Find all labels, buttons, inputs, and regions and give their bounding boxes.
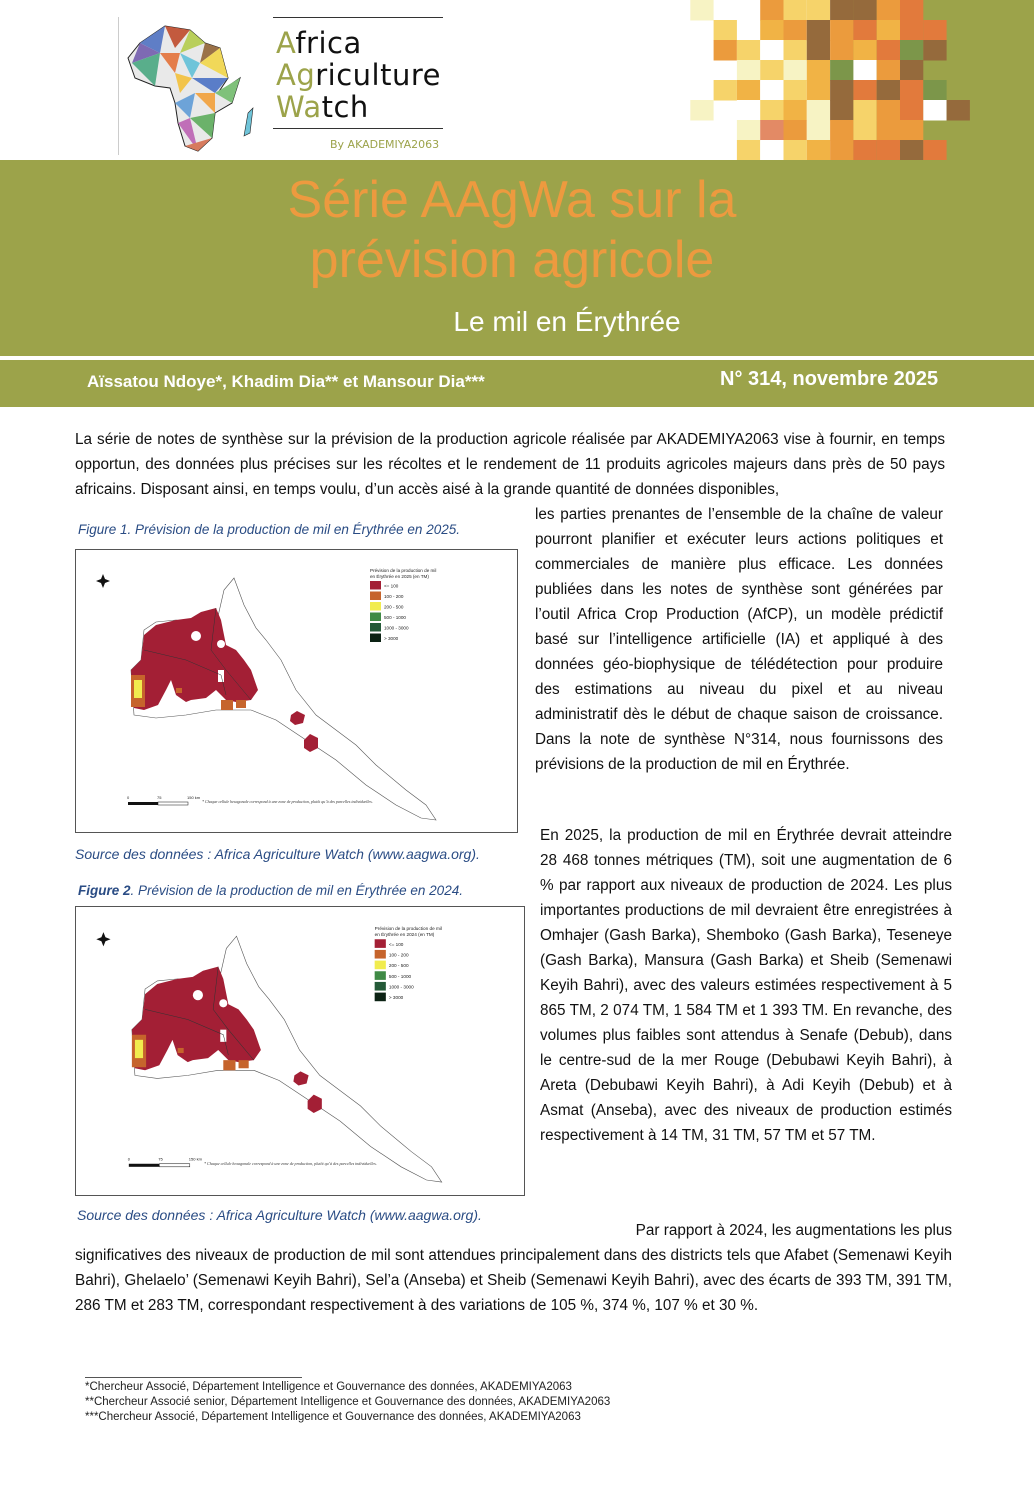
legend-swatch xyxy=(370,623,381,632)
mosaic-cell xyxy=(877,20,900,41)
legend-label: <= 100 xyxy=(384,583,399,589)
mosaic-cell xyxy=(737,0,760,21)
logo-by-line: By AKADEMIYA2063 xyxy=(330,138,440,151)
production-area xyxy=(132,967,261,1071)
mosaic-cell xyxy=(737,60,760,81)
mosaic-cell xyxy=(877,120,900,141)
map-gap xyxy=(217,640,225,648)
map-note: * Chaque cellule hexagonale correspond à une zone de production, plutôt qu’à des parcelles individuelles. xyxy=(204,1160,377,1166)
mosaic-cell xyxy=(760,20,783,41)
mosaic-cell xyxy=(737,140,760,160)
mosaic-cell xyxy=(923,100,946,121)
figure-2-map xyxy=(75,906,525,1196)
mosaic-cell xyxy=(737,100,760,121)
mosaic-cell xyxy=(877,100,900,121)
mosaic-cell xyxy=(737,80,760,101)
series-title-line-2: prévision agricole xyxy=(309,231,715,289)
mosaic-cell xyxy=(877,40,900,61)
legend-label: 200 - 500 xyxy=(384,604,404,610)
mosaic-cell xyxy=(923,80,946,101)
mosaic-cell xyxy=(784,80,807,101)
mosaic-cell xyxy=(807,140,830,160)
mosaic-cell xyxy=(760,120,783,141)
map-gap xyxy=(191,631,201,641)
legend-label: > 3000 xyxy=(384,636,399,641)
mosaic-cell xyxy=(853,80,876,101)
hex-cluster-100-200 xyxy=(221,700,233,710)
comparison-paragraph: significatives des niveaux de production de mil sont attendues principalement dans des districts tels que Afabet (Semenawi Keyih Bahri), Ghelaelo’ (Semenawi Keyih Bahri), Sel’a (Anseba) et Sheib (Semenawi Keyih Bahri), avec des écarts de 393 TM, 391 TM, 286 TM et 283 TM, correspondant respectivement à des variations de 105 %, 374 %, 107 % et 30 %. xyxy=(75,1247,952,1314)
legend-swatch xyxy=(370,613,381,622)
north-arrow-icon xyxy=(96,574,110,588)
mosaic-cell xyxy=(853,60,876,81)
intro-paragraph-continued: les parties prenantes de l’ensemble de la chaîne de valeur pourront planifier et exécuter leurs actions politiques et commerciales de manière plus efficace. Les données publiées dans les notes de synthèse sont générées par l’outil Africa Crop Production (AfCP), un modèle prédictif basé sur l’intelligence artificielle (IA) et appliqué à des données géo-biophysique de télédétection pour produire des estimations au niveau du pixel et au niveau administratif dès le début de chaque saison de croissance. Dans la note de synthèse N°314, nous fournissons des prévisions de la production de mil en Érythrée. xyxy=(535,506,943,773)
hex-cluster-200-500 xyxy=(135,1040,143,1058)
production-area xyxy=(131,608,258,710)
footnote-rule xyxy=(85,1377,302,1378)
mosaic-cell xyxy=(853,140,876,160)
mosaic-cell xyxy=(877,60,900,81)
mosaic-cell xyxy=(760,40,783,61)
figure-1-source: Source des données : Africa Agriculture Watch (www.aagwa.org). xyxy=(75,846,480,862)
mosaic-cell xyxy=(807,60,830,81)
mosaic-cell xyxy=(923,140,946,160)
results-paragraph: En 2025, la production de mil en Érythrée devrait atteindre 28 468 tonnes métriques (TM), soit une augmentation de 6 % par rapport aux niveaux de production de 2024. Les plus importantes productions de mil devraient être enregistrées à Omhajer (Gash Barka), Shemboko (Gash Barka), Teseneye (Gash Barka), Mansura (Gash Barka) et Sheib (Semenawi Keyih Bahri), avec des valeurs estimées respectivement à 5 865 TM, 2 074 TM, 1 584 TM et 1 393 TM. En revanche, des volumes plus faibles sont attendus à Senafe (Debub), dans le centre-sud de la mer Rouge (Debubawi Keyih Bahri), à Areta (Debubawi Keyih Bahri), à Adi Keyih (Debub) et à Asmat (Anseba), avec des niveaux de production estimés respectivement à 14 TM, 31 TM, 57 TM et 57 TM. xyxy=(540,827,952,1144)
scale-label: 150 km xyxy=(187,795,201,800)
hex-cluster-100-200 xyxy=(239,1060,249,1068)
mosaic-cell xyxy=(900,80,923,101)
legend-label: 100 - 200 xyxy=(388,952,409,958)
mosaic-cell xyxy=(830,100,853,121)
production-area-islet xyxy=(304,734,318,752)
scale-bar-segment xyxy=(159,1164,189,1167)
footnote-2: **Chercheur Associé senior, Département Intelligence et Gouvernance des données, AKADEMIYA2063 xyxy=(85,1396,611,1408)
mosaic-cell xyxy=(853,120,876,141)
mosaic-cell xyxy=(760,60,783,81)
mosaic-cell xyxy=(877,0,900,21)
legend-label: 500 - 1000 xyxy=(384,615,406,620)
legend-title: Prévision de la production de mil xyxy=(370,568,437,573)
legend-swatch xyxy=(370,592,381,601)
mosaic-cell xyxy=(737,120,760,141)
mosaic-cell xyxy=(690,100,713,121)
legend-label: 100 - 200 xyxy=(384,594,404,599)
mosaic-cell xyxy=(853,20,876,41)
footnote-3: ***Chercheur Associé, Département Intelligence et Gouvernance des données, AKADEMIYA2063 xyxy=(85,1411,581,1423)
mosaic-cell xyxy=(923,40,946,61)
scale-label: 75 xyxy=(158,1156,163,1162)
footnotes xyxy=(85,1380,610,1425)
legend-swatch xyxy=(375,993,386,1002)
mosaic-cell xyxy=(853,100,876,121)
legend-label: 1000 - 3000 xyxy=(388,984,414,990)
logo-word-africa: Africa xyxy=(276,26,362,60)
mosaic-cell xyxy=(714,80,737,101)
intro-paragraph: La série de notes de synthèse sur la prévision de la production agricole réalisée par AKADEMIYA2063 vise à fournir, en temps opportun, des données plus précises sur les récoltes et le rendement de 11 produits agricoles majeurs dans près de 50 pays africains. Disposant ainsi, en temps voulu, d’un accès aisé à la grande quantité de données disponibles, xyxy=(75,431,945,498)
legend-label: 500 - 1000 xyxy=(388,973,412,979)
map-gap xyxy=(193,990,203,1000)
hex-cluster-200-500 xyxy=(134,680,142,698)
production-area-islet xyxy=(308,1095,322,1113)
mosaic-cell xyxy=(900,20,923,41)
legend-swatch xyxy=(375,939,386,948)
logo-rule xyxy=(273,17,443,18)
scale-label: 0 xyxy=(127,1156,131,1162)
scale-bar-segment xyxy=(128,802,158,805)
figure-1-map xyxy=(75,549,518,833)
mosaic-cell xyxy=(807,100,830,121)
mosaic-cell xyxy=(784,140,807,160)
mosaic-cell xyxy=(784,60,807,81)
mosaic-cell xyxy=(807,120,830,141)
mosaic-cell xyxy=(877,80,900,101)
scale-label: 0 xyxy=(127,795,130,800)
mosaic-cell xyxy=(760,100,783,121)
mosaic-cell xyxy=(947,100,970,121)
production-area-islet xyxy=(290,711,305,725)
legend-label: <= 100 xyxy=(388,941,404,947)
legend-title: Prévision de la production de mil xyxy=(374,926,442,932)
issue-number: N° 314, novembre 2025 xyxy=(720,368,939,390)
legend-swatch xyxy=(370,634,381,643)
mosaic-cell xyxy=(830,40,853,61)
legend-swatch xyxy=(370,581,381,590)
legend-swatch xyxy=(370,602,381,611)
mosaic-cell xyxy=(737,40,760,61)
pixel-mosaic-decoration xyxy=(667,0,1034,160)
mosaic-cell xyxy=(807,20,830,41)
mosaic-cell xyxy=(784,120,807,141)
north-arrow-icon xyxy=(96,932,110,946)
figure-1-caption: Figure 1. Prévision de la production de mil en Érythrée en 2025. xyxy=(78,522,460,537)
logo-rule xyxy=(273,128,443,129)
figure-2-source: Source des données : Africa Agriculture Watch (www.aagwa.org). xyxy=(77,1207,482,1223)
mosaic-cell xyxy=(900,60,923,81)
hex-cluster-100-200 xyxy=(178,1048,184,1053)
mosaic-cell xyxy=(830,20,853,41)
mosaic-cell xyxy=(830,60,853,81)
legend-label: 1000 - 3000 xyxy=(384,625,409,631)
scale-bar-segment xyxy=(158,802,188,805)
legend-title: en Érythrée en 2024 (en TM) xyxy=(374,932,435,938)
authors: Aïssatou Ndoye*, Khadim Dia** et Mansour Dia*** xyxy=(87,372,485,391)
mosaic-cell xyxy=(830,140,853,160)
mosaic-cell xyxy=(784,40,807,61)
mosaic-cell xyxy=(760,0,783,21)
mosaic-cell xyxy=(853,0,876,21)
logo-word-watch: Watch xyxy=(276,90,369,124)
mosaic-cell xyxy=(900,140,923,160)
mosaic-cell xyxy=(830,0,853,21)
brief-subtitle: Le mil en Érythrée xyxy=(453,306,681,337)
mosaic-cell xyxy=(923,20,946,41)
legend-swatch xyxy=(375,971,386,980)
hex-cluster-100-200 xyxy=(176,688,182,693)
production-area-islet xyxy=(293,1071,308,1085)
legend-swatch xyxy=(375,982,386,991)
mosaic-cell xyxy=(900,40,923,61)
mosaic-cell xyxy=(853,40,876,61)
mosaic-cell xyxy=(760,80,783,101)
scale-label: 150 km xyxy=(188,1156,203,1162)
mosaic-cell xyxy=(807,0,830,21)
legend-label: > 3000 xyxy=(388,995,404,1001)
logo-word-agriculture: Agriculture xyxy=(276,58,441,92)
mosaic-cell xyxy=(760,140,783,160)
figure-2-caption: Figure 2. Prévision de la production de mil en Érythrée en 2024. xyxy=(78,883,463,898)
mosaic-cell xyxy=(714,20,737,41)
scale-bar-segment xyxy=(129,1164,159,1167)
mosaic-cell xyxy=(900,0,923,21)
legend-swatch xyxy=(375,961,386,970)
mosaic-cell xyxy=(830,80,853,101)
mosaic-cell xyxy=(807,80,830,101)
mosaic-cell xyxy=(690,0,713,21)
hex-cluster-100-200 xyxy=(223,1060,235,1070)
legend-swatch xyxy=(375,950,386,959)
mosaic-cell xyxy=(784,20,807,41)
series-title xyxy=(0,170,1034,290)
legend-label: 200 - 500 xyxy=(388,963,409,969)
scale-label: 75 xyxy=(157,795,162,800)
mosaic-cell xyxy=(784,0,807,21)
mosaic-cell xyxy=(784,100,807,121)
africa-map-logo-icon xyxy=(120,18,270,153)
mosaic-cell xyxy=(830,120,853,141)
footnote-1: *Chercheur Associé, Département Intelligence et Gouvernance des données, AKADEMIYA2063 xyxy=(85,1381,572,1393)
mosaic-cell xyxy=(877,140,900,160)
hex-cluster-100-200 xyxy=(236,700,246,708)
mosaic-cell xyxy=(714,40,737,61)
series-title-line-1: Série AAgWa sur la xyxy=(287,171,737,229)
map-note: * Chaque cellule hexagonale correspond à une zone de production, plutôt qu’à des parcelles individuelles. xyxy=(202,799,373,804)
mosaic-cell xyxy=(900,100,923,121)
mosaic-cell xyxy=(900,120,923,141)
legend-title: en Érythrée en 2025 (en TM) xyxy=(370,574,429,579)
map-gap xyxy=(219,999,227,1007)
mosaic-cell xyxy=(807,40,830,61)
comparison-paragraph-lead: Par rapport à 2024, les augmentations les plus xyxy=(635,1222,952,1239)
